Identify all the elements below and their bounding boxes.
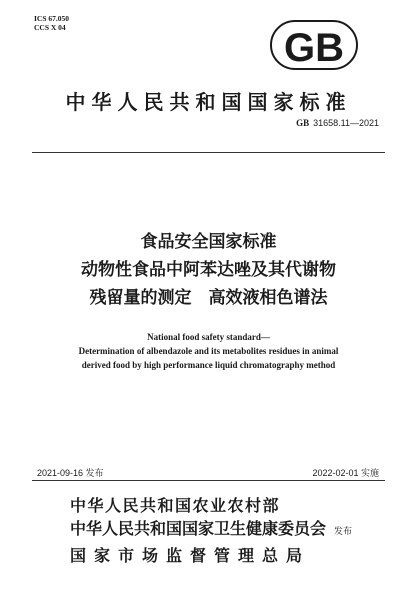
standard-code xyxy=(296,118,379,128)
publish-label: 发布 xyxy=(334,527,353,537)
title-en-line-2: Determination of albendazole and its metabolites residues in animal xyxy=(78,346,339,356)
title-cn-line-1: 食品安全国家标准 xyxy=(140,232,277,252)
standard-code-number: 31658.11—2021 xyxy=(313,118,379,128)
top-divider xyxy=(32,152,385,153)
title-cn-line-3: 残留量的测定 高效液相色谱法 xyxy=(89,288,328,308)
issuer-3: 国家市场监督管理总局 xyxy=(70,546,311,565)
bottom-divider xyxy=(32,480,385,481)
title-en-line-1: National food safety standard— xyxy=(147,332,270,342)
title-en-line-3: derived food by high performance liquid chromatography method xyxy=(81,360,336,370)
issuers-block xyxy=(70,494,390,567)
title-cn-line-2: 动物性食品中阿苯达唑及其代谢物 xyxy=(81,260,336,280)
gb-logo xyxy=(270,20,358,70)
issuer-2: 中华人民共和国国家卫生健康委员会 xyxy=(70,519,327,538)
standard-name: 中华人民共和国国家标准 xyxy=(65,90,352,114)
standard-code-prefix: GB xyxy=(296,118,310,128)
ccs-code: CCS X 04 xyxy=(34,23,66,32)
issuer-1: 中华人民共和国农业农村部 xyxy=(70,496,281,515)
ics-code: ICS 67.050 xyxy=(34,14,70,23)
issue-date: 2021-09-16 发布 xyxy=(37,468,104,478)
effective-date: 2022-02-01 实施 xyxy=(312,468,379,478)
issuer-2-row xyxy=(70,517,390,544)
gb-logo-text: GB xyxy=(284,26,344,70)
ics-block xyxy=(34,14,69,32)
